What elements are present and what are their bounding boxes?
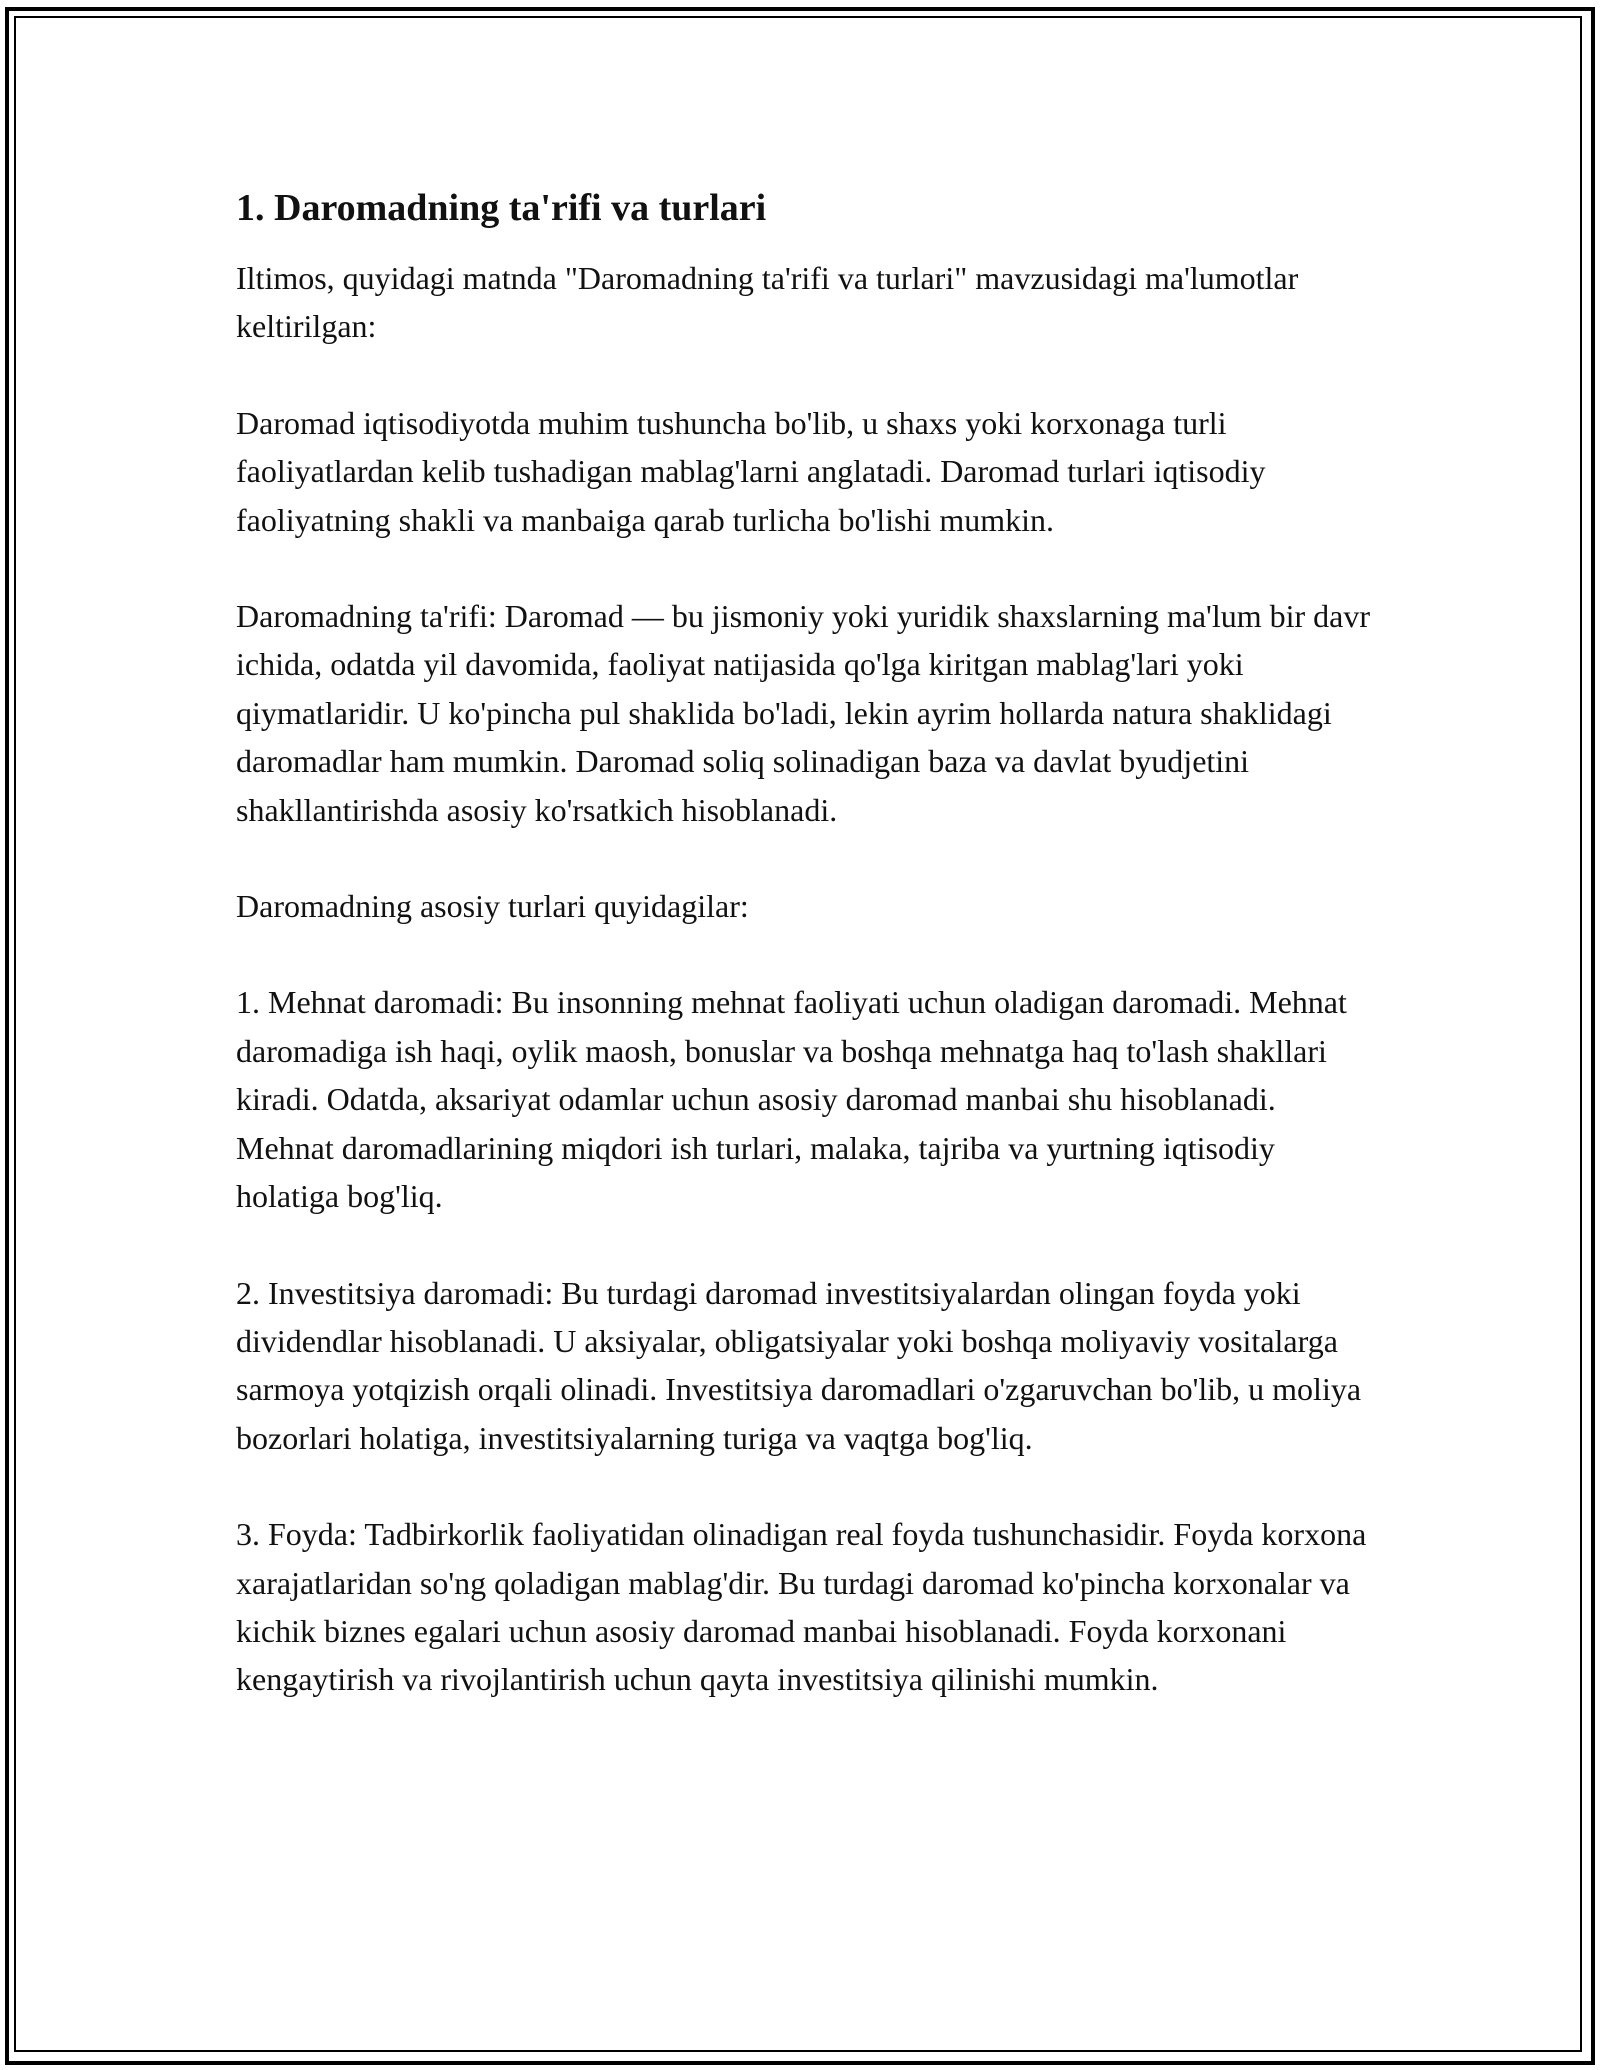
- income-type-labor: 1. Mehnat daromadi: Bu insonning mehnat faoliyati uchun oladigan daromadi. Mehnat daromadiga ish haqi, oylik maosh, bonuslar va boshqa mehnatga haq to'lash shakllari kiradi. Odatda, aksariyat odamlar uchun asosiy daromad manbai shu hisoblanadi. Mehnat daromadlarining miqdori ish turlari, malaka, tajriba va yurtning iqtisodiy holatiga bog'liq.: [236, 984, 1347, 1215]
- document-title: 1. Daromadning ta'rifi va turlari: [236, 187, 767, 229]
- definition-paragraph: Daromadning ta'rifi: Daromad — bu jismoniy yoki yuridik shaxslarning ma'lum bir davr ichida, odatda yil davomida, faoliyat natijasida qo'lga kiritgan mablag'lari yoki qiymatlaridir. U ko'pincha pul shaklida bo'ladi, lekin ayrim hollarda natura shaklidagi daromadlar ham mumkin. Daromad soliq solinadigan baza va davlat byudjetini shakllantirishda asosiy ko'rsatkich hisoblanadi.: [236, 598, 1370, 828]
- document-body: [236, 184, 1376, 1704]
- income-type-investment: 2. Investitsiya daromadi: Bu turdagi daromad investitsiyalardan olingan foyda yoki dividendlar hisoblanadi. U aksiyalar, obligatsiyalar yoki boshqa moliyaviy vositalarga sarmoya yotqizish orqali olinadi. Investitsiya daromadlari o'zgaruvchan bo'lib, u moliya bozorlari holatiga, investitsiyalarning turiga va vaqtga bog'liq.: [236, 1274, 1362, 1456]
- income-type-profit: 3. Foyda: Tadbirkorlik faoliyatidan olinadigan real foyda tushunchasidir. Foyda korxona xarajatlaridan so'ng qoladigan mablag'dir. Bu turdagi daromad ko'pincha korxonalar va kichik biznes egalari uchun asosiy daromad manbai hisoblanadi. Foyda korxonani kengaytirish va rivojlantirish uchun qayta investitsiya qilinishi mumkin.: [236, 1516, 1367, 1698]
- types-heading: Daromadning asosiy turlari quyidagilar:: [236, 888, 749, 925]
- intro-paragraph: Iltimos, quyidagi matnda "Daromadning ta'rifi va turlari" mavzusidagi ma'lumotlar keltirilgan:: [236, 260, 1299, 345]
- overview-paragraph: Daromad iqtisodiyotda muhim tushuncha bo'lib, u shaxs yoki korxonaga turli faoliyatlardan kelib tushadigan mablag'larni anglatadi. Daromad turlari iqtisodiy faoliyatning shakli va manbaiga qarab turlicha bo'lishi mumkin.: [236, 404, 1266, 538]
